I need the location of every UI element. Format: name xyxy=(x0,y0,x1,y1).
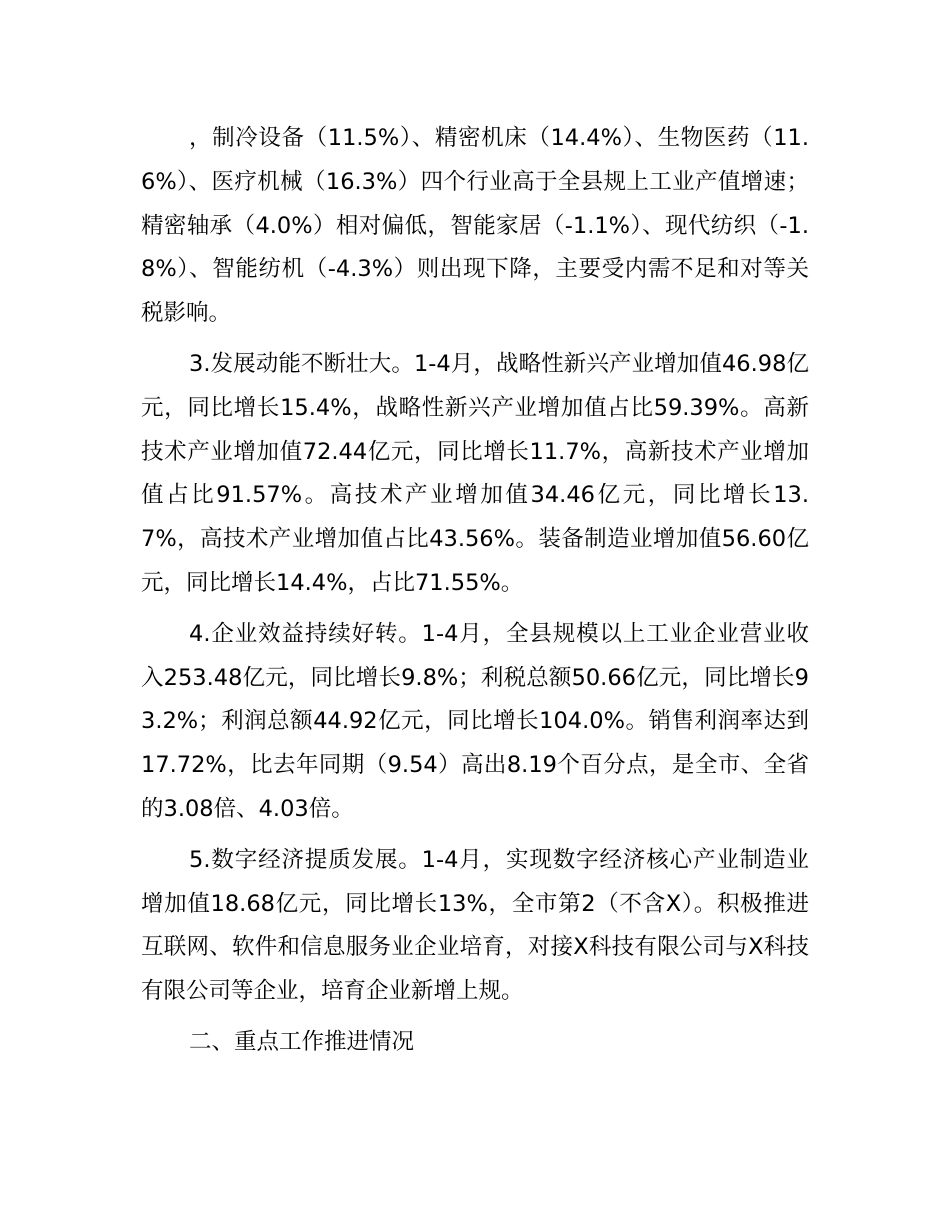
paragraph-enterprise-benefits: 4.企业效益持续好转。1-4月，全县规模以上工业企业营业收入253.48亿元，同比增长9.8%；利税总额50.66亿元，同比增长93.2%；利润总额44.92亿元，同比增长104.0%。销售利润率达到17.72%，比去年同期（9.54）高出8.19个百分点，是全市、全省的3.08倍、4.03倍。 xyxy=(141,620,809,822)
paragraph-digital-economy: 5.数字经济提质发展。1-4月，实现数字经济核心产业制造业增加值18.68亿元，同比增长13%，全市第2（不含X）。积极推进互联网、软件和信息服务业企业培育，对接X科技有限公司与X科技有限公司等企业，培育企业新增上规。 xyxy=(141,846,809,1005)
paragraph-development-momentum: 3.发展动能不断壮大。1-4月，战略性新兴产业增加值46.98亿元，同比增长15.4%，战略性新兴产业增加值占比59.39%。高新技术产业增加值72.44亿元，同比增长11.7%，高新技术产业增加值占比91.57%。高技术产业增加值34.46亿元，同比增长13.7%，高技术产业增加值占比43.56%。装备制造业增加值56.60亿元，同比增长14.4%，占比71.55%。 xyxy=(141,350,809,596)
paragraph-industry-growth: ，制冷设备（11.5%）、精密机床（14.4%）、生物医药（11.6%）、医疗机械（16.3%）四个行业高于全县规上工业产值增速；精密轴承（4.0%）相对偏低，智能家居（-1.1%）、现代纺织（-1.8%）、智能纺机（-4.3%）则出现下降，主要受内需不足和对等关税影响。 xyxy=(141,125,809,327)
section-heading: 二、重点工作推进情况 xyxy=(189,1028,415,1055)
document-body xyxy=(141,117,809,1065)
